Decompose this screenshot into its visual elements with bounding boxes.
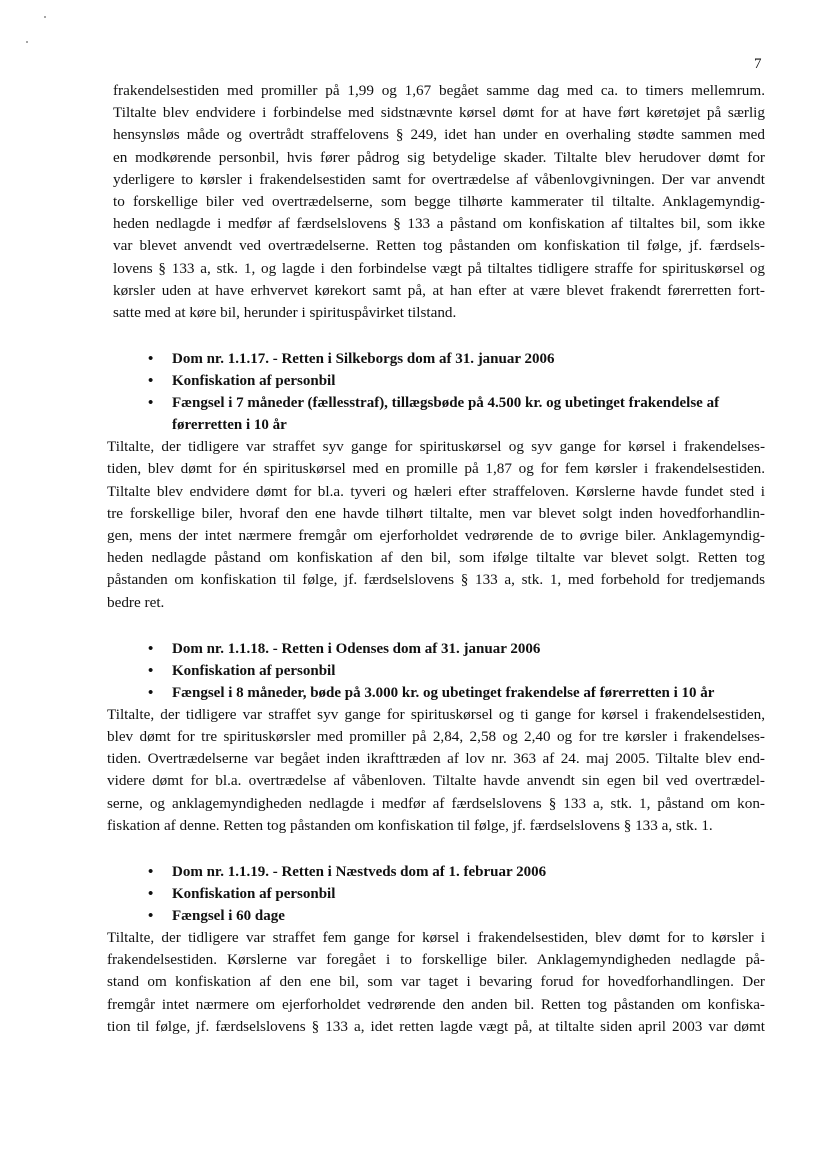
case-sentence-bullet: • Fængsel i 60 dage [148,905,765,927]
intro-paragraph [113,80,765,324]
case-paragraph [107,927,765,1038]
document-body [107,80,765,1038]
text-line: tre forskellige biler, hvoraf den ene havde tilhørt tiltalte, men var blevet solgt inden hovedforhandlin- [107,504,765,522]
scan-speck [26,41,28,43]
text-line: blev dømt for tre spirituskørsler med promiller på 2,84, 2,58 og 2,40 og for tre kørsler i frakendelses- [107,728,765,746]
case-summary-bullets [113,861,765,927]
case-title-bullet: • Dom nr. 1.1.18. - Retten i Odenses dom af 31. januar 2006 [148,638,765,660]
case-summary-bullets [113,638,765,704]
case-1-1-19 [107,861,765,1038]
text-line: stand om konfiskation af den ene bil, som var taget i bevaring forud for hovedforhandlingen. Der [107,973,765,991]
case-1-1-18 [107,638,765,837]
bullet-icon: • [148,908,154,925]
case-sentence-bullet: • Fængsel i 8 måneder, bøde på 3.000 kr. og ubetinget frakendelse af førerretten i 10 år [148,682,765,704]
text-line: påstanden om konfiskation til følge, jf. færdselslovens § 133 a, stk. 1, med forbehold for tredjemands [107,571,765,589]
case-paragraph [107,436,765,614]
case-confiscation-bullet: • Konfiskation af personbil [148,370,765,392]
text-line: var blevet anvendt ved overtrædelserne. Retten tog påstanden om konfiskation til følge, jf. færdsels- [113,237,765,255]
text-line: Tiltalte blev endvidere dømt for bl.a. tyveri og hæleri efter straffeloven. Kørslerne havde fundet sted i [107,482,765,500]
text-line: kørsler uden at have erhvervet kørekort samt på, at han efter at være blevet frakendt førerretten fort- [113,281,765,299]
text-line: tiden, blev dømt for én spirituskørsel med en promille på 1,87 og for fem kørsler i frakendelsestiden. [107,460,765,478]
case-title-bullet: • Dom nr. 1.1.19. - Retten i Næstveds dom af 1. februar 2006 [148,861,765,883]
text-line: Tiltalte, der tidligere var straffet syv gange for spirituskørsel og syv gange for kørsel i frakendelses- [107,438,765,456]
text-line: serne, og anklagemyndigheden nedlagde i medfør af færdselslovens § 133 a, stk. 1, påstand om kon- [107,794,765,812]
text-line: yderligere to kørsler i frakendelsestiden samt for overtrædelse af våbenlovgivningen. Der var anvendt [113,170,765,188]
text-line: heden nedlagde påstand om konfiskation af den bil, som ifølge tiltalte var blevet solgt. Retten tog [107,549,765,567]
case-1-1-17 [107,348,765,614]
text-line: Tiltalte, der tidligere var straffet syv gange for spirituskørsel og ti gange for kørsel i frakendelsestiden, [107,705,765,723]
text-line: hensynsløs måde og overtrådt straffelovens § 249, idet han under en overhaling stødte sammen med [113,126,765,144]
bullet-icon: • [148,373,154,390]
bullet-icon: • [148,684,154,701]
case-confiscation-bullet: • Konfiskation af personbil [148,883,765,905]
text-line: bedre ret. [107,593,165,611]
case-summary-bullets [113,348,765,436]
text-line: frakendelsestiden med promiller på 1,99 og 1,67 begået samme dag med ca. to timers mellemrum. [113,82,765,99]
text-line: tiden. Overtrædelserne var begået inden ikrafttræden af lov nr. 363 af 24. maj 2005. Tiltalte blev end- [107,750,765,768]
text-line: tion til følge, jf. færdselslovens § 133 a, idet retten lagde vægt på, at tiltalte siden april 2003 var dømt [107,1017,765,1035]
case-title-bullet: • Dom nr. 1.1.17. - Retten i Silkeborgs dom af 31. januar 2006 [148,348,765,370]
text-line: heden nedlagde i medfør af færdselslovens § 133 a påstand om konfiskation af tiltaltes bil, som ikke [113,215,765,233]
text-line: en modkørende personbil, hvis fører pådrog sig betydelige skader. Tiltalte blev herudover dømt for [113,148,765,166]
text-line: to forskellige biler ved overtrædelserne, som begge tilhørte kammerater til tiltalte. Anklagemyndig- [113,193,765,211]
text-line: fiskation af denne. Retten tog påstanden om konfiskation til følge, jf. færdselslovens § 133 a, stk. 1. [107,816,713,834]
bullet-icon: • [148,351,154,368]
scan-speck [44,16,46,18]
bullet-icon: • [148,886,154,903]
text-line: fremgår intet nærmere om ejerforholdet vedrørende den anden bil. Retten tog påstanden om konfiska- [107,995,765,1013]
text-line: gen, mens der intet nærmere fremgår om ejerforholdet vedrørende de to øvrige biler. Anklagemyndig- [107,527,765,545]
bullet-icon: • [148,864,154,881]
text-line: Tiltalte, der tidligere var straffet fem gange for kørsel i frakendelsestiden, blev dømt for to kørsler i [107,929,765,947]
page-number: 7 [754,56,762,72]
text-line: lovens § 133 a, stk. 1, og lagde i den forbindelse vægt på tiltaltes tidligere straffe for spirituskørsel og [113,259,765,277]
text-line: frakendelsestiden. Kørslerne var foregået i to forskellige biler. Anklagemyndigheden nedlagde på- [107,951,765,969]
text-line: satte med at køre bil, herunder i spirituspåvirket tilstand. [113,304,457,322]
case-paragraph [107,704,765,837]
case-sentence-bullet: • Fængsel i 7 måneder (fællesstraf), tillægsbøde på 4.500 kr. og ubetinget frakendelse af førerretten i 10 år [148,392,765,436]
bullet-icon: • [148,395,154,412]
text-line: Tiltalte blev endvidere i forbindelse med sidstnævnte kørsel dømt for at have ført køretøjet på særlig [113,104,765,122]
case-confiscation-bullet: • Konfiskation af personbil [148,660,765,682]
text-line: videre dømt for bl.a. overtrædelse af våbenloven. Tiltalte havde anvendt sin egen bil ved overtrædel- [107,772,765,790]
bullet-icon: • [148,640,154,657]
bullet-icon: • [148,662,154,679]
